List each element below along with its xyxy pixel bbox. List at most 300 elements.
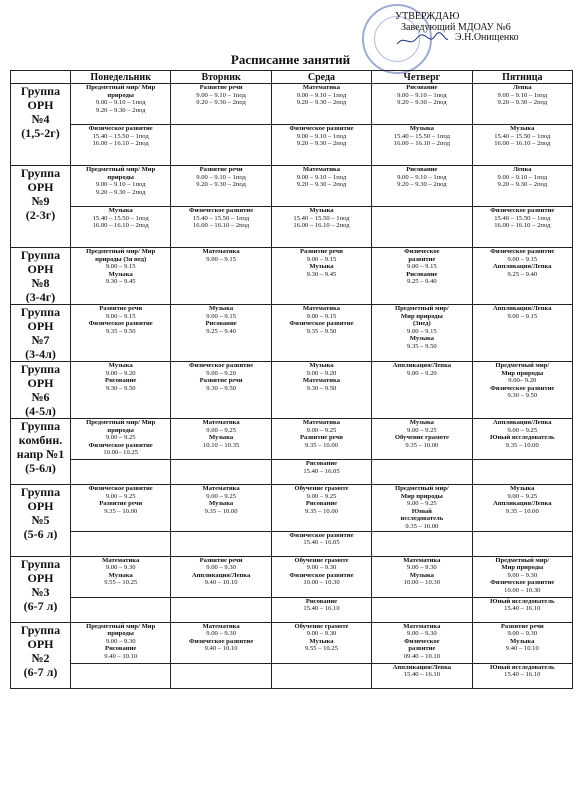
schedule-cell	[171, 248, 271, 305]
group-name-cell	[11, 362, 71, 419]
table-row	[11, 207, 573, 248]
lesson-name: Рисование	[406, 166, 438, 173]
lesson-time: 9.00 – 9.15	[507, 312, 538, 320]
lesson-time: 9.00 – 9.30	[407, 630, 437, 638]
schedule-cell	[472, 556, 572, 597]
lesson-name: Музыка	[108, 362, 133, 369]
approval-line: УТВЕРЖДАЮ	[395, 11, 460, 22]
lesson-time: 16.00 – 16.10 – 2под	[193, 222, 250, 230]
lesson-time: 9.20 – 9.30 – 2под	[397, 99, 447, 107]
lesson-name: Математика	[302, 84, 341, 91]
lesson-time: 9.00 – 9.15	[306, 255, 337, 263]
schedule-cell	[171, 419, 271, 460]
lesson-time: 9.00 – 9.25	[206, 492, 236, 500]
day-header: Пятница	[472, 71, 572, 84]
lesson-name: Обучение грамоте	[394, 434, 449, 442]
lesson-name: Физическое развитие	[289, 571, 354, 579]
lesson-time: 9.00 – 9.10 – 1под	[397, 91, 447, 99]
lesson-name: Лепка	[512, 166, 532, 173]
lesson-time: 9.00 – 9.15	[407, 263, 437, 271]
schedule-cell	[271, 531, 371, 556]
lesson-name: Физическое развитие	[289, 320, 354, 328]
lesson-time: 9.00 – 9.30	[206, 564, 236, 572]
lesson-time: 9.35 – 10.00	[304, 507, 338, 515]
lesson-time: 9.00 – 9.15	[206, 312, 236, 320]
lesson-name: Юный исследователь	[490, 434, 555, 442]
group-name-line: Группа	[20, 419, 61, 433]
schedule-cell	[71, 531, 171, 556]
group-name-line: ОРН	[27, 570, 54, 585]
lesson-name: Музыка	[108, 571, 133, 579]
table-row	[11, 125, 573, 166]
table-row	[11, 305, 573, 362]
lesson-time: 9.00 – 9.25	[105, 434, 136, 442]
lesson-name: Математика	[302, 166, 341, 173]
lesson-name: Математика	[202, 622, 240, 630]
schedule-cell	[71, 597, 171, 622]
lesson-name: Аппликация/Лепка	[493, 419, 552, 426]
group-name-line: ОРН	[27, 499, 54, 513]
schedule-cell	[271, 663, 371, 688]
group-name-line: №5	[31, 513, 50, 527]
lesson-name: Музыка	[309, 362, 334, 369]
lesson-name: Развитие речи	[500, 622, 544, 630]
lesson-time: 9.30 – 9.50	[105, 384, 136, 392]
lesson-time: 9.40 – 10.10	[104, 652, 138, 660]
lesson-name: природы (3я нед)	[95, 255, 147, 263]
lesson-name: Физическое развитие	[289, 531, 354, 539]
lesson-time: 9.25 – 9.40	[206, 327, 236, 335]
lesson-name: Юный исследователь	[490, 597, 555, 605]
lesson-time: 9.20 – 9.30 – 2под	[296, 181, 347, 189]
schedule-cell	[271, 419, 371, 460]
lesson-name: Юный	[411, 507, 432, 515]
lesson-time: 9.00 – 9.10 – 1под	[497, 173, 548, 181]
lesson-time: 9.35 – 10.00	[204, 507, 238, 515]
group-name-line: Группа	[20, 84, 61, 98]
lesson-time: 9.20 – 9.30 – 2под	[497, 99, 548, 107]
schedule-cell	[372, 419, 472, 460]
lesson-name: (3нед)	[413, 320, 431, 328]
table-row	[11, 556, 573, 597]
lesson-name: Математика	[202, 248, 240, 255]
lesson-name: Развитие речи	[99, 305, 143, 312]
group-name-cell	[11, 622, 71, 688]
lesson-time: 9.00 – 9.30	[206, 630, 236, 638]
group-name-line: ОРН	[27, 98, 54, 112]
lesson-time: 10.00 – 10.30	[303, 579, 340, 587]
lesson-time: 15.40 – 15.50 – 1под	[92, 214, 149, 222]
lesson-name: Музыка	[309, 263, 334, 271]
schedule-cell	[171, 305, 271, 362]
lesson-time: 15.40 – 16.10	[504, 671, 541, 679]
lesson-name: природы	[107, 630, 134, 638]
table-row	[11, 166, 573, 207]
group-name-line: №8	[31, 276, 50, 290]
lesson-time: 16.00 – 16.10 – 2под	[494, 222, 551, 230]
group-name-line: Группа	[20, 305, 61, 319]
group-name-cell	[11, 84, 71, 166]
group-name-line: №7	[31, 333, 50, 347]
table-row	[11, 419, 573, 460]
schedule-cell	[271, 362, 371, 419]
lesson-name: Физическое развитие	[490, 579, 555, 587]
lesson-name: Математика	[302, 377, 341, 385]
schedule-cell	[171, 597, 271, 622]
schedule-cell	[472, 362, 572, 419]
lesson-name: Предметный мир/	[495, 556, 550, 564]
lesson-name: Математика	[302, 305, 341, 312]
schedule-cell	[372, 207, 472, 248]
group-name-line: Группа	[20, 166, 61, 180]
schedule-cell	[472, 460, 572, 485]
lesson-time: 15.40 – 15.50 – 1под	[494, 132, 551, 140]
lesson-time: 9.00 – 9.30	[306, 564, 337, 572]
lesson-time: 9.00 – 9.30	[507, 571, 538, 579]
lesson-name: Музыка	[108, 270, 133, 278]
schedule-cell	[372, 663, 472, 688]
lesson-time: 15.40 – 16.10	[403, 671, 440, 679]
lesson-time: 9.30 – 9.50	[206, 384, 236, 392]
lesson-name: Рисование	[305, 597, 338, 605]
lesson-time: 9.00 – 9.10 – 1под	[296, 91, 347, 99]
lesson-name: Развитие речи	[300, 248, 343, 255]
table-row	[11, 248, 573, 305]
group-name-cell	[11, 419, 71, 485]
lesson-name: Предметный мир/	[495, 362, 550, 369]
lesson-time: 9.30 – 9.45	[306, 270, 337, 278]
lesson-time: 9.00 – 9.25	[206, 426, 236, 434]
schedule-cell	[71, 166, 171, 207]
page-title: Расписание занятий	[230, 52, 351, 67]
lesson-name: Рисование	[105, 645, 137, 653]
lesson-name: Музыка	[208, 500, 234, 508]
schedule-cell	[171, 460, 271, 485]
lesson-time: 9.00 – 9.20	[206, 369, 236, 377]
lesson-time: 9.00 – 9.30	[306, 630, 337, 638]
approval-line: Э.Н.Онищенко	[455, 32, 519, 43]
schedule-cell	[71, 125, 171, 166]
group-name-line: (6-7 л)	[23, 664, 58, 679]
lesson-time: 9.20 – 9.30 – 2под	[196, 181, 246, 189]
schedule-cell	[372, 597, 472, 622]
schedule-cell	[271, 556, 371, 597]
schedule-cell	[171, 663, 271, 688]
lesson-time: 9.00 – 9.10 – 1под	[296, 173, 347, 181]
schedule-cell	[271, 248, 371, 305]
table-row	[11, 663, 573, 688]
lesson-name: Развитие речи	[300, 434, 343, 442]
lesson-name: Математика	[202, 419, 240, 426]
group-name-line: (5-6 л)	[23, 527, 58, 541]
lesson-name: Физическое развитие	[88, 320, 153, 328]
schedule-cell	[171, 166, 271, 207]
lesson-time: 9.20 – 9.30 – 2под	[95, 106, 146, 114]
lesson-name: Музыка	[409, 125, 434, 132]
schedule-cell	[472, 531, 572, 556]
schedule-cell	[472, 207, 572, 248]
schedule-cell	[372, 125, 472, 166]
group-name-line: (6-7 л)	[23, 598, 58, 613]
schedule-cell	[472, 597, 572, 622]
group-name-line: №2	[31, 650, 50, 665]
lesson-name: Математика	[302, 419, 341, 426]
lesson-name: развитие	[408, 645, 436, 653]
schedule-cell	[472, 419, 572, 460]
schedule-cell	[271, 207, 371, 248]
lesson-time: 9.00 – 9.25	[105, 492, 136, 500]
table-row	[11, 362, 573, 419]
lesson-time: 9.00 – 9.15	[105, 312, 136, 320]
lesson-name: Математика	[202, 485, 240, 492]
lesson-name: Математика	[403, 622, 441, 630]
table-row	[11, 531, 573, 556]
lesson-name: развитие	[408, 255, 436, 263]
lesson-time: 9.00 – 9.15	[206, 255, 236, 263]
lesson-name: исследователь	[400, 515, 444, 523]
schedule-cell	[171, 84, 271, 125]
group-name-line: №4	[31, 112, 50, 126]
schedule-cell	[271, 305, 371, 362]
lesson-name: Предметный мир/ Мир	[86, 84, 156, 91]
lesson-name: Развитие речи	[199, 166, 243, 173]
lesson-name: Предметный мир/	[394, 305, 449, 312]
lesson-name: Предметный мир/ Мир	[86, 248, 156, 255]
schedule-body	[11, 84, 573, 689]
lesson-name: Предметный мир/ Мир	[86, 166, 156, 173]
lesson-time: 16.00 – 16.10 – 2под	[293, 222, 350, 230]
lesson-time: 9.20 – 9.30 – 2под	[95, 188, 146, 196]
lesson-time: 9.00 – 9.30	[407, 564, 437, 572]
schedule-cell	[372, 305, 472, 362]
group-name-line: Группа	[20, 622, 61, 637]
schedule-cell	[472, 248, 572, 305]
group-name-line: напр №1	[16, 447, 65, 461]
group-name-line: Группа	[20, 362, 61, 376]
schedule-cell	[71, 622, 171, 663]
lesson-name: Музыка	[510, 485, 535, 492]
group-name-cell	[11, 248, 71, 305]
schedule-cell	[472, 663, 572, 688]
group-name-line: ОРН	[27, 262, 54, 276]
lesson-name: природы	[107, 173, 134, 181]
lesson-time: 9.00 – 9.25	[407, 426, 437, 434]
group-name-line: №9	[31, 194, 50, 208]
lesson-name: Юный исследователь	[490, 663, 555, 671]
lesson-name: Физическое развитие	[490, 248, 555, 255]
lesson-name: Музыка	[108, 207, 133, 214]
lesson-time: 9.00 – 9.15	[407, 327, 437, 335]
schedule-cell	[71, 362, 171, 419]
lesson-time: 9.35 – 9.50	[407, 342, 437, 350]
lesson-time: 9.20 – 9.30 – 2под	[497, 181, 548, 189]
lesson-name: Рисование	[406, 270, 438, 278]
lesson-name: Развитие речи	[199, 377, 243, 385]
table-row	[11, 485, 573, 532]
lesson-name: Мир природы	[400, 312, 443, 320]
lesson-name: Музыка	[208, 434, 234, 442]
lesson-time: 9.00 – 9.10 – 1под	[196, 173, 246, 181]
schedule-cell	[271, 597, 371, 622]
lesson-time: 9.00 – 9.20	[306, 369, 337, 377]
schedule-cell	[472, 622, 572, 663]
lesson-name: Физическое развитие	[88, 125, 153, 132]
schedule-cell	[271, 485, 371, 532]
lesson-time: 9.00 – 9.15	[105, 263, 136, 271]
group-name-line: №3	[31, 584, 50, 599]
lesson-time: 09.40 – 10.10	[403, 652, 440, 660]
lesson-time: 10.00– 10.25	[103, 449, 138, 457]
lesson-time: 9.00 – 9.10 – 1под	[95, 99, 146, 107]
lesson-name: природы	[107, 426, 134, 434]
lesson-name: Музыка	[409, 571, 434, 579]
lesson-name: Обучение грамоте	[294, 556, 349, 564]
group-name-line: комбин.	[18, 433, 63, 447]
group-name-line: (1,5-2г)	[21, 126, 60, 140]
day-header: Четверг	[372, 71, 472, 84]
lesson-name: Аппликация/Лепка	[191, 571, 251, 579]
day-header: Среда	[271, 71, 371, 84]
schedule-cell	[372, 84, 472, 125]
schedule-cell	[71, 207, 171, 248]
group-name-line: (3-4л)	[25, 347, 56, 361]
schedule-cell	[71, 84, 171, 125]
lesson-time: 9.00 – 9.15	[306, 312, 337, 320]
lesson-name: Аппликация/Лепка	[493, 305, 552, 312]
group-name-line: (4-5л)	[25, 404, 56, 418]
lesson-name: Мир природы	[501, 369, 544, 377]
lesson-name: природы	[107, 91, 134, 99]
lesson-name: Музыка	[409, 419, 434, 426]
lesson-name: Музыка	[309, 637, 334, 645]
lesson-name: Физическое развитие	[490, 207, 555, 214]
lesson-name: Рисование	[305, 460, 338, 467]
lesson-name: Музыка	[309, 207, 334, 214]
lesson-time: 9.25 – 9.40	[507, 270, 538, 278]
group-name-line: Группа	[20, 485, 61, 499]
lesson-name: Рисование	[406, 84, 438, 91]
lesson-name: Физическое развитие	[189, 362, 254, 369]
table-row	[11, 622, 573, 663]
lesson-time: 9.40 – 10.10	[204, 579, 238, 587]
lesson-time: 9.00 – 9.25	[507, 426, 538, 434]
lesson-time: 9.00– 9.20	[508, 377, 537, 385]
schedule-cell	[472, 305, 572, 362]
lesson-time: 15.40 – 15.50 – 1под	[92, 132, 149, 140]
lesson-name: Рисование	[205, 320, 237, 328]
lesson-name: Музыка	[409, 335, 434, 343]
lesson-time: 15.40 – 16.10	[504, 605, 541, 613]
lesson-time: 9.30 – 9.50	[306, 384, 337, 392]
lesson-time: 9.00 – 9.25	[407, 500, 437, 508]
lesson-time: 9.20 – 9.30 – 2под	[196, 99, 246, 107]
lesson-time: 9.35 – 10.00	[104, 507, 138, 515]
schedule-cell	[271, 622, 371, 663]
table-header-row	[11, 71, 573, 84]
schedule-cell	[372, 248, 472, 305]
lesson-name: Рисование	[105, 377, 137, 385]
lesson-time: 9.00 – 9.20	[105, 369, 136, 377]
lesson-name: Развитие речи	[199, 84, 243, 91]
lesson-time: 9.35 – 9.50	[306, 327, 337, 335]
schedule-cell	[372, 485, 472, 532]
lesson-name: Аппликация/Лепка	[493, 500, 552, 508]
schedule-cell	[171, 485, 271, 532]
lesson-name: Физическое развитие	[189, 637, 254, 645]
lesson-time: 9.35 – 10.00	[405, 441, 439, 449]
lesson-time: 10.00 – 10.30	[504, 586, 541, 594]
lesson-time: 15.40 – 16.10	[303, 605, 340, 613]
lesson-time: 15.40 – 15.50 – 1под	[293, 214, 350, 222]
lesson-time: 9.35 – 10.00	[405, 522, 439, 530]
lesson-time: 9.00 – 9.10 – 1под	[95, 181, 146, 189]
lesson-time: 9.00 – 9.30	[105, 637, 136, 645]
schedule-cell	[271, 460, 371, 485]
schedule-cell	[472, 125, 572, 166]
lesson-time: 10.00 – 10.30	[403, 579, 440, 587]
lesson-name: Аппликация/Лепка	[392, 663, 452, 671]
schedule-cell	[372, 531, 472, 556]
lesson-name: Физическое развитие	[88, 441, 153, 449]
lesson-time: 9.35 – 9.50	[105, 327, 136, 335]
lesson-name: Музыка	[510, 637, 535, 645]
lesson-name: Рисование	[305, 500, 338, 508]
lesson-time: 9.00 – 9.20	[407, 369, 437, 377]
schedule-cell	[372, 362, 472, 419]
lesson-name: Математика	[102, 556, 140, 564]
group-name-line: (3-4г)	[25, 290, 56, 304]
day-header: Вторник	[171, 71, 271, 84]
lesson-name: Музыка	[510, 125, 535, 132]
lesson-name: Математика	[403, 556, 441, 564]
schedule-cell	[71, 663, 171, 688]
lesson-name: Развитие речи	[99, 500, 143, 508]
lesson-time: 9.25 – 9.40	[407, 278, 437, 286]
lesson-name: Физическое	[404, 248, 440, 255]
lesson-time: 9.35 – 10.00	[304, 441, 338, 449]
schedule-cell	[71, 419, 171, 460]
corner-cell	[11, 71, 71, 84]
lesson-time: 9.00 – 9.15	[507, 255, 538, 263]
lesson-name: Предметный мир/ Мир	[86, 622, 156, 630]
schedule-cell	[472, 485, 572, 532]
schedule-table	[10, 70, 573, 689]
lesson-time: 9.00 – 9.10 – 1под	[497, 91, 548, 99]
lesson-name: Обучение грамоте	[294, 622, 349, 630]
lesson-name: Мир природы	[400, 492, 443, 500]
lesson-time: 9.20 – 9.30 – 2под	[296, 140, 347, 148]
lesson-name: Аппликация/Лепка	[392, 362, 452, 369]
lesson-time: 9.00 – 9.30	[105, 564, 136, 572]
group-name-line: №6	[31, 390, 50, 404]
group-name-line: ОРН	[27, 376, 54, 390]
group-name-line: ОРН	[27, 180, 54, 194]
lesson-time: 9.30 – 9.45	[105, 278, 136, 286]
lesson-time: 15.40 – 16.05	[303, 467, 340, 475]
group-name-line: ОРН	[27, 636, 54, 651]
group-name-cell	[11, 166, 71, 248]
lesson-time: 9.00 – 9.10 – 1под	[397, 173, 447, 181]
schedule-cell	[271, 84, 371, 125]
lesson-time: 9.35 – 10.00	[505, 507, 539, 515]
lesson-name: Обучение грамоте	[294, 485, 349, 492]
lesson-name: Предметный мир/ Мир	[86, 419, 156, 426]
lesson-time: 9.20 – 9.30 – 2под	[397, 181, 447, 189]
lesson-time: 9.35 – 10.00	[505, 441, 539, 449]
table-row	[11, 460, 573, 485]
group-name-line: Группа	[20, 556, 61, 571]
lesson-time: 9.00 – 9.25	[306, 492, 337, 500]
